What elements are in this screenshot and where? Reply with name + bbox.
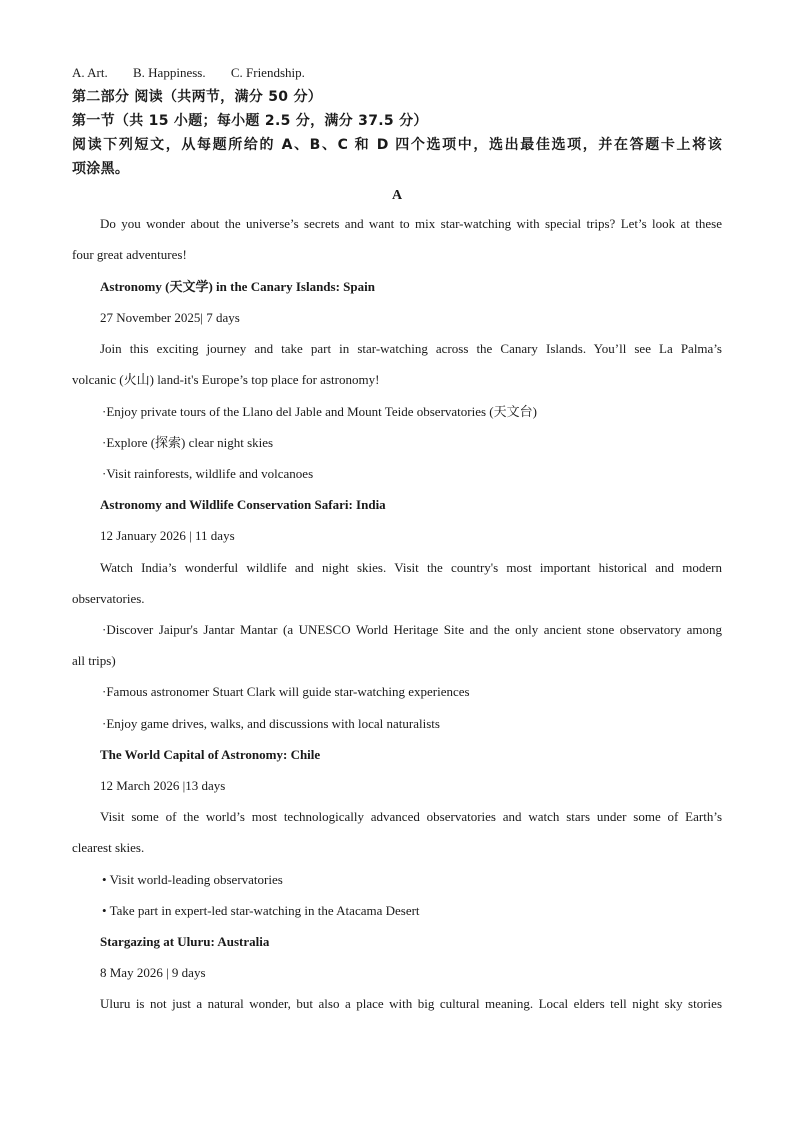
trip-date-australia: 8 May 2026 | 9 days — [100, 965, 206, 980]
option-b: B. Happiness. — [133, 65, 206, 80]
list-item: ·Famous astronomer Stuart Clark will guide star-watching experiences — [102, 684, 470, 699]
list-item: • Visit world-leading observatories — [102, 872, 283, 887]
trip-title-australia: Stargazing at Uluru: Australia — [100, 934, 270, 949]
part-two-heading: 第二部分 阅读（共两节，满分 50 分） — [72, 89, 323, 105]
trip-date-spain: 27 November 2025| 7 days — [100, 310, 240, 325]
list-item-continued: all trips) — [72, 653, 116, 668]
trip-title-chile: The World Capital of Astronomy: Chile — [100, 747, 321, 762]
list-item: ·Discover Jaipur's Jantar Mantar (a UNESCO World Heritage Site and the only ancient stone observatory among — [102, 622, 722, 637]
trip-title-india: Astronomy and Wildlife Conservation Safari: India — [100, 497, 386, 512]
trip-desc-spain-line-1: Join this exciting journey and take part in star-watching across the Canary Islands. You’ll see La Palma’s — [100, 341, 722, 356]
trip-desc-spain-line-2: volcanic (火山) land-it's Europe’s top place for astronomy! — [72, 372, 380, 387]
trip-desc-india-line-2: observatories. — [72, 591, 145, 606]
instructions-line-1: 阅读下列短文，从每题所给的 A、B、C 和 D 四个选项中，选出最佳选项，并在答题卡上将该 — [72, 137, 722, 153]
option-a: A. Art. — [72, 65, 108, 80]
instructions-line-2: 项涂黑。 — [72, 161, 130, 177]
trip-date-chile: 12 March 2026 |13 days — [100, 778, 226, 793]
trip-desc-chile-line-1: Visit some of the world’s most technologically advanced observatories and watch stars under some of Earth’s — [100, 809, 722, 824]
list-item: ·Visit rainforests, wildlife and volcanoes — [102, 466, 314, 481]
list-item: ·Explore (探索) clear night skies — [102, 435, 274, 450]
previous-question-options — [72, 64, 722, 82]
list-item: ·Enjoy game drives, walks, and discussions with local naturalists — [102, 716, 440, 731]
trip-date-india: 12 January 2026 | 11 days — [100, 528, 235, 543]
list-item: • Take part in expert-led star-watching in the Atacama Desert — [102, 903, 420, 918]
trip-desc-australia-line-1: Uluru is not just a natural wonder, but also a place with big cultural meaning. Local elders tell night sky stories — [100, 996, 722, 1011]
trip-desc-chile-line-2: clearest skies. — [72, 840, 145, 855]
option-c: C. Friendship. — [230, 65, 305, 80]
list-item: ·Enjoy private tours of the Llano del Jable and Mount Teide observatories (天文台) — [102, 404, 537, 419]
passage-label: A — [391, 188, 403, 203]
section-one-heading: 第一节（共 15 小题；每小题 2.5 分，满分 37.5 分） — [72, 113, 428, 129]
trip-desc-india-line-1: Watch India’s wonderful wildlife and night skies. Visit the country's most important historical and modern — [100, 560, 722, 575]
intro-line-2: four great adventures! — [72, 247, 187, 262]
intro-line-1: Do you wonder about the universe’s secrets and want to mix star-watching with special trips? Let’s look at these — [100, 216, 722, 231]
trip-title-spain: Astronomy (天文学) in the Canary Islands: Spain — [100, 279, 375, 294]
